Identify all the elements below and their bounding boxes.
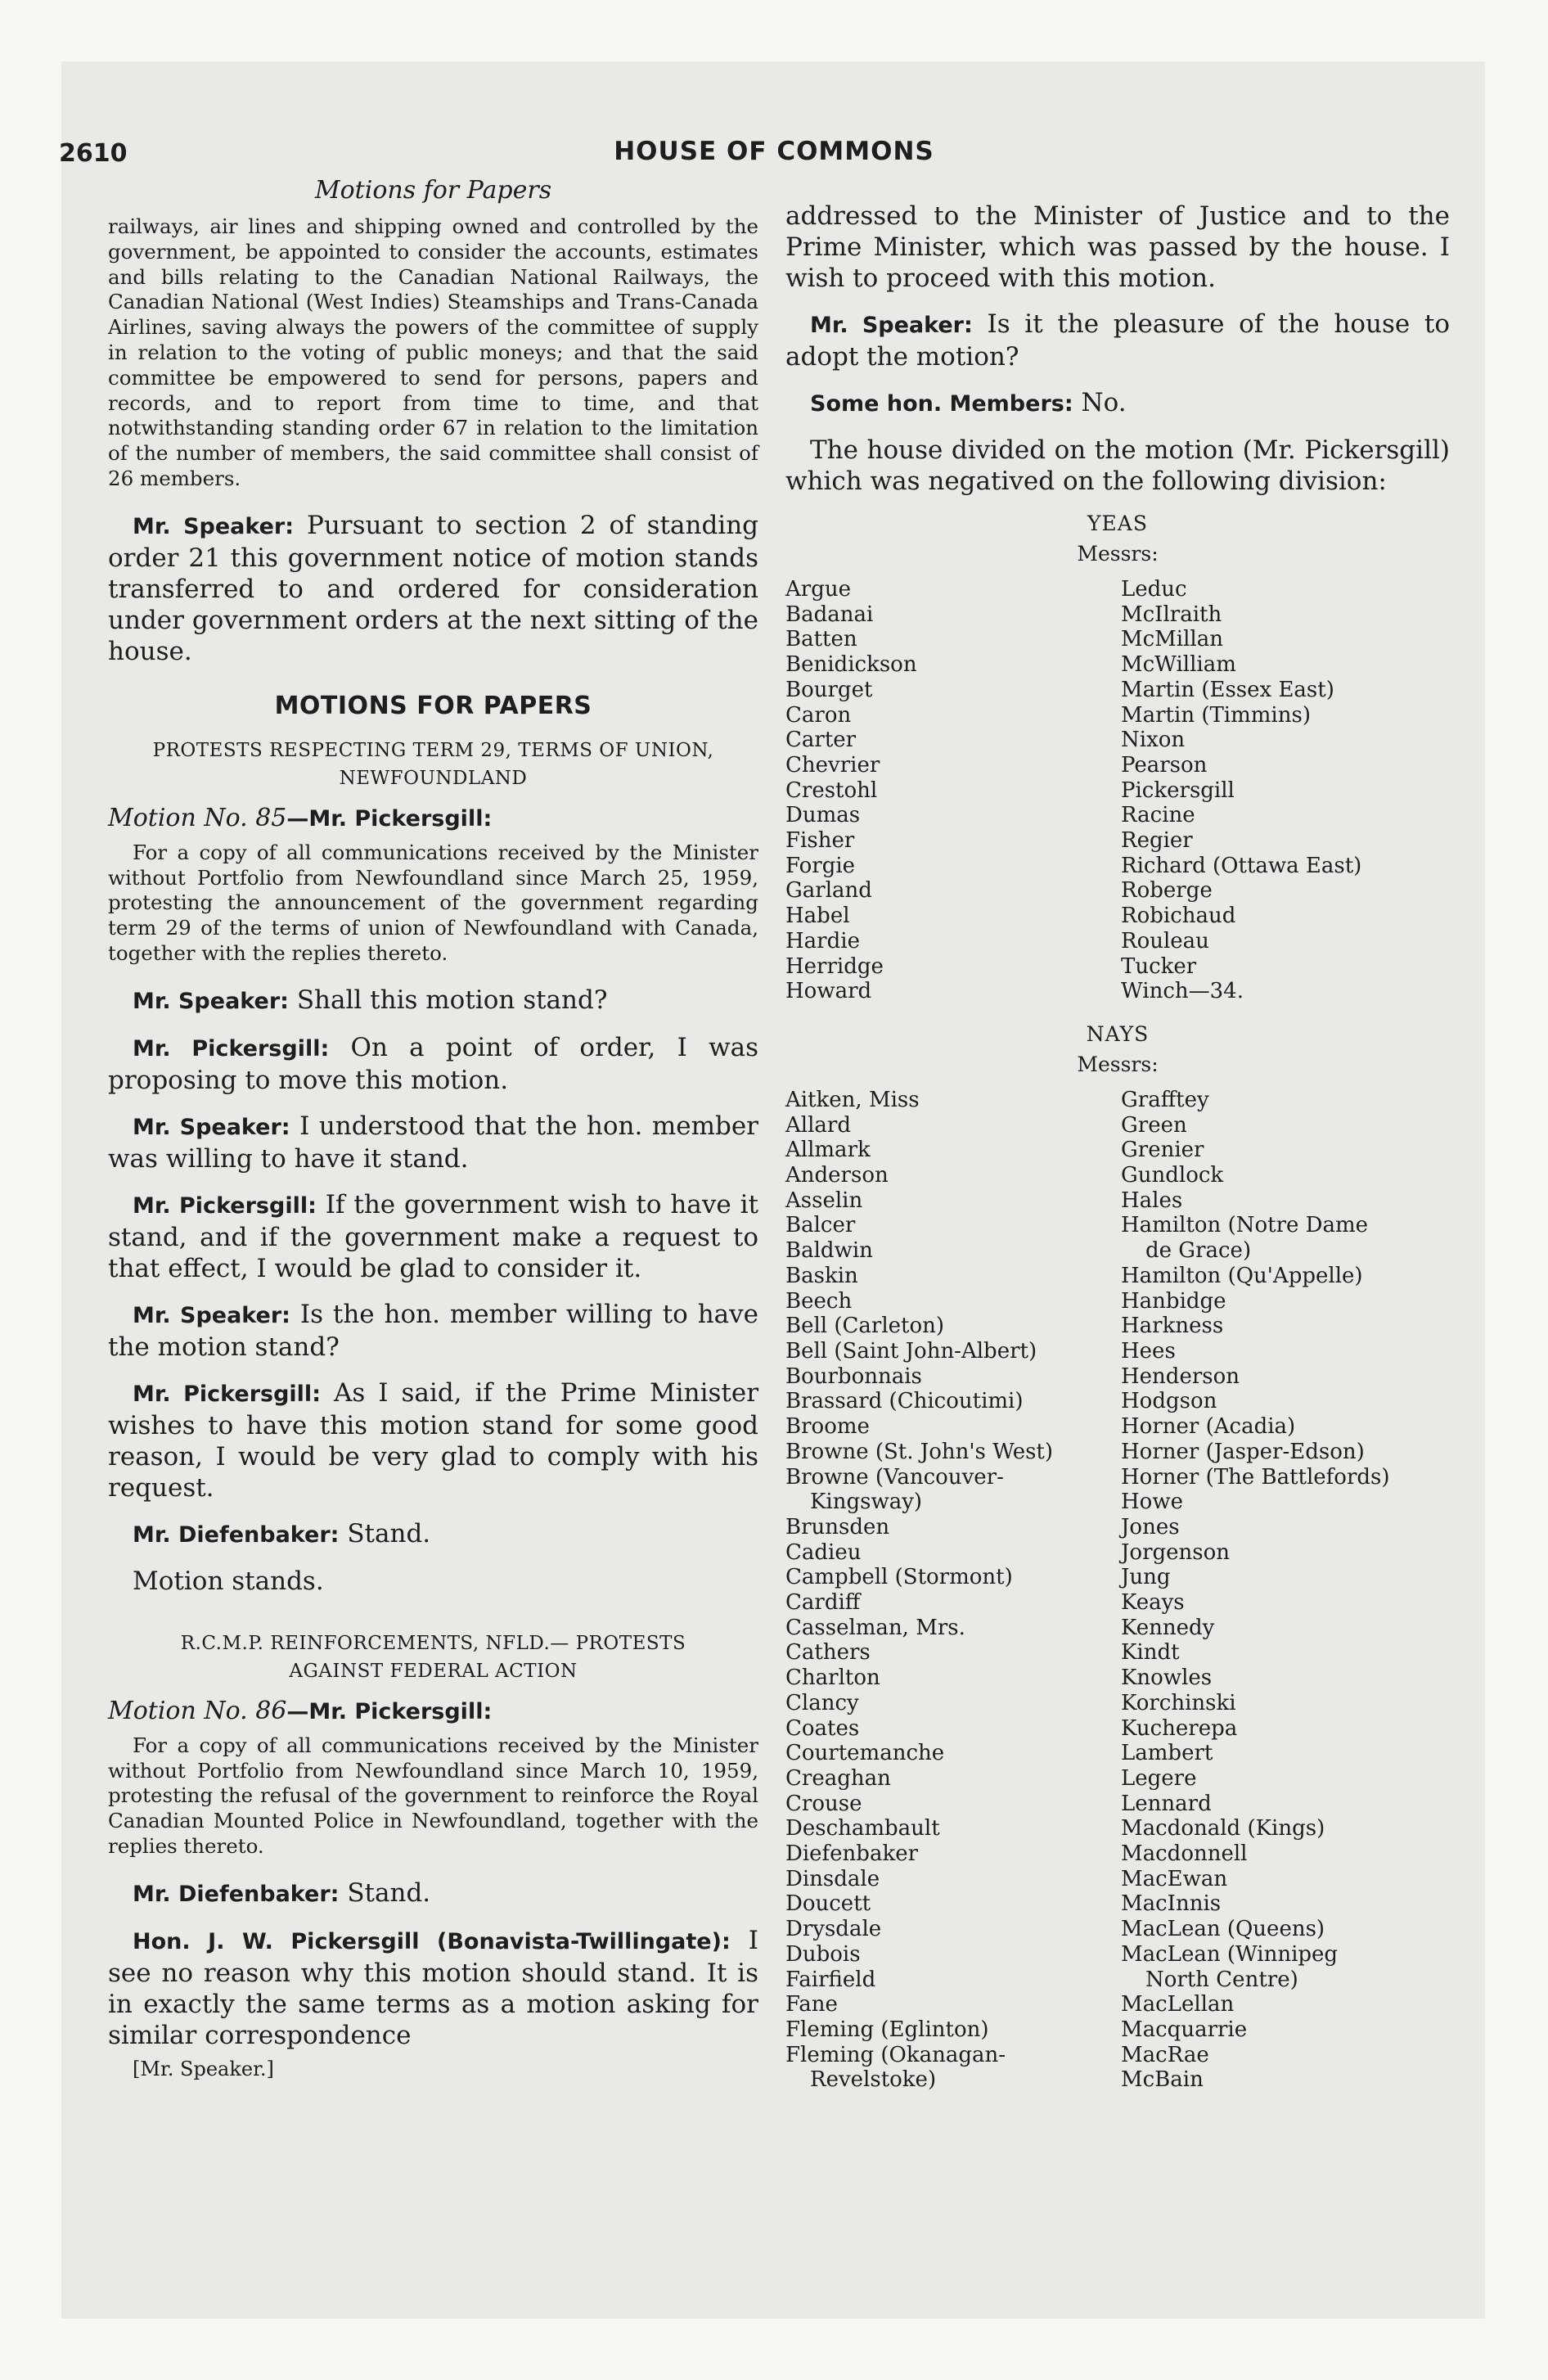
member-name: Martin (Timmins) (1121, 702, 1311, 728)
member-name: Hamilton (Qu'Appelle) (1121, 1263, 1363, 1288)
member-name: Bourbonnais (785, 1364, 922, 1389)
motion86-number: Motion No. 86 (108, 1696, 287, 1725)
member-name: Garland (785, 878, 872, 904)
member-name: Fleming (Okanagan- (785, 2042, 1006, 2067)
member-name: Leduc (1121, 577, 1187, 602)
speaker-name: Mr. Speaker: (810, 313, 973, 338)
member-name: Brunsden (785, 1514, 890, 1539)
motion85-label (108, 804, 758, 832)
member-name: Deschambault (785, 1816, 940, 1841)
member-name: Forgie (785, 853, 856, 878)
member-name: Hales (1121, 1188, 1183, 1213)
exchange-item (108, 1518, 758, 1551)
member-name: Macdonald (Kings) (1121, 1816, 1325, 1841)
right-column (785, 201, 1450, 2093)
motion85-text: For a copy of all communications received by the Minister without Portfolio from Newfoundland since March 25, 1959, protesting the announcement of the government regarding term 29 of the terms of union of Newfoundland with Canada, together with the replies thereto. (108, 840, 758, 965)
section-heading: MOTIONS FOR PAPERS (274, 691, 592, 720)
speaker-name: Mr. Speaker: (133, 513, 295, 539)
member-name: Creaghan (785, 1765, 891, 1791)
diefenbaker-stand (108, 1877, 758, 1910)
continued-motion-text: railways, air lines and shipping owned and controlled by the government, be appointed to consider the accounts, estimates and bills relating to the Canadian National Railways, the Canadian National (West Indies) Steamships and Trans-Canada Airlines, saving always the powers of the committee of supply in relation to the voting of public moneys; and that the said committee be empowered to send for persons, papers and records, and to report from time to time, and that notwithstanding standing order 67 in relation to the limitation of the number of members, the said committee shall consist of 26 members. (108, 214, 758, 490)
pickersgill-name: Hon. J. W. Pickersgill (Bonavista-Twillingate): (133, 1928, 731, 1954)
member-name: Fane (785, 1992, 838, 2017)
exchange-item (108, 1111, 758, 1174)
member-name: Courtemanche (785, 1741, 945, 1766)
member-name: Jones (1121, 1514, 1180, 1539)
member-name: Lambert (1121, 1741, 1213, 1766)
member-name: Cardiff (785, 1590, 861, 1616)
nays-right-column (1121, 1088, 1448, 2093)
member-name: Kingsway) (810, 1490, 923, 1515)
speaker-question (785, 309, 1450, 372)
exchange-text: I understood that the hon. member was willing to have it stand. (108, 1111, 759, 1174)
member-name: Carter (785, 728, 857, 753)
member-name: Horner (Acadia) (1121, 1414, 1296, 1440)
motion-stands: Motion stands. (133, 1566, 324, 1596)
member-name: Hees (1121, 1338, 1176, 1364)
member-name: Dinsdale (785, 1866, 880, 1891)
member-name: McBain (1121, 2067, 1204, 2093)
member-name: Allmark (785, 1138, 871, 1163)
member-name: Browne (Vancouver- (785, 1464, 1004, 1490)
member-name: Beech (785, 1288, 853, 1314)
member-name: Benidickson (785, 652, 917, 678)
yeas-heading: YEAS (1087, 512, 1148, 535)
member-name: Fisher (785, 828, 855, 854)
yeas-left-column (785, 577, 1121, 1004)
member-name: Campbell (Stormont) (785, 1565, 1013, 1590)
member-name: Argue (785, 577, 851, 602)
member-name: Broome (785, 1414, 870, 1440)
member-name: Gundlock (1121, 1163, 1224, 1188)
member-name: Racine (1121, 803, 1195, 828)
member-name: Green (1121, 1112, 1187, 1138)
member-name: Habel (785, 904, 850, 929)
motion86-label (108, 1697, 758, 1725)
member-name: Macquarrie (1121, 2017, 1248, 2042)
running-title: HOUSE OF COMMONS (614, 137, 934, 166)
exchange-item (108, 985, 758, 1017)
exchange-speaker: Mr. Speaker: (133, 1114, 290, 1140)
exchanges-list (108, 985, 758, 1551)
member-name: Macdonnell (1121, 1841, 1248, 1867)
member-name: Baskin (785, 1263, 858, 1288)
member-name: Rouleau (1121, 928, 1209, 953)
member-name: Tucker (1121, 953, 1197, 979)
member-name: Casselman, Mrs. (785, 1615, 965, 1640)
member-name: Keays (1121, 1590, 1185, 1616)
member-name: Balcer (785, 1213, 856, 1238)
member-name: Drysdale (785, 1917, 882, 1942)
member-name: Aitken, Miss (785, 1087, 920, 1112)
member-name: Crouse (785, 1791, 862, 1816)
speaker-text: Is it the pleasure of the house to adopt the motion? (785, 309, 1451, 372)
member-name: Robichaud (1121, 904, 1236, 929)
division-text: The house divided on the motion (Mr. Pickersgill) which was negatived on the following division: (785, 435, 1450, 496)
member-name: MacInnis (1121, 1891, 1222, 1917)
member-name: Clancy (785, 1690, 859, 1715)
member-name: Bell (Carleton) (785, 1314, 945, 1339)
exchange-text: If the government wish to have it stand, and if the government make a request to that effect, I would be glad to consider it. (108, 1189, 758, 1283)
member-name: Herridge (785, 953, 884, 979)
member-name: Coates (785, 1715, 860, 1741)
motion85-number: Motion No. 85 (108, 803, 287, 832)
exchange-text: As I said, if the Prime Minister wishes to have this motion stand for some good reason, I would be very glad to comply with his request. (108, 1377, 759, 1503)
member-name: Badanai (785, 602, 874, 627)
members-name: Some hon. Members: (810, 391, 1073, 417)
member-name: Dumas (785, 803, 861, 828)
member-name: Kennedy (1121, 1615, 1215, 1640)
member-name: MacLean (Queens) (1121, 1917, 1325, 1942)
member-name: Hanbidge (1121, 1288, 1226, 1314)
member-name: Martin (Essex East) (1121, 677, 1334, 702)
exchange-text: Stand. (347, 1518, 431, 1548)
member-name: Hodgson (1121, 1389, 1217, 1414)
yeas-list (785, 577, 1450, 1004)
member-name: Lennard (1121, 1791, 1212, 1816)
member-name: Howe (1121, 1490, 1183, 1515)
pickersgill-text: I see no reason why this motion should stand. It is in exactly the same terms as a motion asking for similar correspondence (108, 1925, 758, 2050)
member-name: McMillan (1121, 627, 1223, 652)
member-name: Horner (The Battlefords) (1121, 1464, 1390, 1490)
member-name: Batten (785, 627, 857, 652)
member-name: McIlraith (1121, 602, 1222, 627)
yeas-messrs: Messrs: (1077, 542, 1159, 566)
yeas-right-column (1121, 577, 1448, 1004)
member-name: Henderson (1121, 1364, 1240, 1389)
member-name: Kindt (1121, 1640, 1180, 1666)
member-name: Allard (785, 1112, 851, 1138)
member-name: Regier (1121, 828, 1193, 854)
member-name: Grafftey (1121, 1087, 1209, 1112)
nays-list (785, 1088, 1450, 2093)
member-name: MacRae (1121, 2042, 1209, 2067)
member-name: Knowles (1121, 1666, 1213, 1691)
pickersgill-statement (108, 1925, 758, 2051)
member-name: de Grace) (1145, 1238, 1252, 1264)
member-name: Jorgenson (1121, 1539, 1231, 1565)
continuation-text: addressed to the Minister of Justice and to the Prime Minister, which was passed by the house. I wish to proceed with this motion. (785, 201, 1450, 293)
member-name: Diefenbaker (785, 1841, 919, 1867)
motion85-subject: PROTESTS RESPECTING TERM 29, TERMS OF UNION, NEWFOUNDLAND (152, 739, 714, 789)
exchange-speaker: Mr. Pickersgill: (133, 1381, 321, 1407)
member-name: Crestohl (785, 778, 878, 803)
member-name: Roberge (1121, 878, 1213, 904)
member-name: Cadieu (785, 1539, 862, 1565)
exchange-text: On a point of order, I was proposing to move this motion. (108, 1032, 759, 1095)
member-name: Baldwin (785, 1238, 873, 1264)
member-name: Kucherepa (1121, 1715, 1238, 1741)
member-name: Jung (1121, 1565, 1171, 1590)
member-name: Pearson (1121, 752, 1208, 778)
members-text: No. (1081, 388, 1127, 417)
left-column (108, 176, 758, 2080)
exchange-item (108, 1377, 758, 1503)
exchange-speaker: Mr. Speaker: (133, 1302, 290, 1328)
member-name: Richard (Ottawa East) (1121, 853, 1362, 878)
member-name: Bourget (785, 677, 873, 702)
exchange-text: Is the hon. member willing to have the motion stand? (108, 1299, 758, 1362)
member-name: Fairfield (785, 1967, 876, 1992)
speaker-statement (108, 510, 758, 667)
motion86-text: For a copy of all communications received by the Minister without Portfolio from Newfoundland since March 10, 1959, protesting the refusal of the government to reinforce the Royal Canadian Mounted Police in Newfoundland, together with the replies thereto. (108, 1733, 758, 1858)
nays-heading: NAYS (1086, 1021, 1150, 1046)
motion85-mover: —Mr. Pickersgill: (286, 805, 493, 832)
member-name: Bell (Saint John-Albert) (785, 1338, 1037, 1364)
member-name: Charlton (785, 1666, 880, 1691)
exchange-text: Shall this motion stand? (296, 985, 608, 1015)
member-name: MacLellan (1121, 1992, 1235, 2017)
section-subtitle: Motions for Papers (314, 176, 552, 205)
member-name: Revelstoke) (810, 2067, 937, 2093)
exchange-speaker: Mr. Speaker: (133, 988, 289, 1014)
member-name: Browne (St. John's West) (785, 1439, 1054, 1464)
member-name: Hamilton (Notre Dame (1121, 1213, 1369, 1238)
member-name: Howard (785, 979, 872, 1004)
member-name: Grenier (1121, 1138, 1204, 1163)
member-name: North Centre) (1145, 1967, 1298, 1992)
exchange-item (108, 1189, 758, 1284)
diefenbaker-name: Mr. Diefenbaker: (133, 1881, 340, 1907)
member-name: Asselin (785, 1188, 863, 1213)
member-name: Nixon (1121, 728, 1186, 753)
member-name: Pickersgill (1121, 778, 1235, 803)
members-reply (785, 387, 1450, 420)
nays-left-column (785, 1088, 1121, 2093)
diefenbaker-text: Stand. (347, 1877, 431, 1908)
member-name: Korchinski (1121, 1690, 1236, 1715)
exchange-item (108, 1032, 758, 1096)
nays-messrs: Messrs: (1077, 1052, 1159, 1076)
motion86-mover: —Mr. Pickersgill: (286, 1698, 493, 1724)
member-name: Brassard (Chicoutimi) (785, 1389, 1024, 1414)
exchange-speaker: Mr. Pickersgill: (133, 1192, 317, 1219)
member-name: Winch—34. (1121, 979, 1244, 1004)
speaker-text: Pursuant to section 2 of standing order 21 this government notice of motion stands transferred to and ordered for consideration under government orders at the next sitting of the house. (108, 510, 759, 666)
member-name: Horner (Jasper-Edson) (1121, 1439, 1365, 1464)
member-name: Harkness (1121, 1314, 1224, 1339)
member-name: MacLean (Winnipeg (1121, 1941, 1339, 1967)
member-name: Doucett (785, 1891, 871, 1917)
member-name: Fleming (Eglinton) (785, 2017, 989, 2042)
motion86-subject: R.C.M.P. REINFORCEMENTS, NFLD.— PROTESTS AGAINST FEDERAL ACTION (180, 1632, 686, 1682)
member-name: MacEwan (1121, 1866, 1228, 1891)
member-name: Anderson (785, 1163, 889, 1188)
exchange-speaker: Mr. Diefenbaker: (133, 1521, 340, 1548)
member-name: Caron (785, 702, 852, 728)
exchange-item (108, 1299, 758, 1363)
footer-note: [Mr. Speaker.] (133, 2057, 274, 2080)
member-name: Legere (1121, 1765, 1197, 1791)
member-name: Hardie (785, 928, 860, 953)
member-name: Chevrier (785, 752, 880, 778)
member-name: McWilliam (1121, 652, 1236, 678)
member-name: Cathers (785, 1640, 871, 1666)
page-number: 2610 (59, 139, 128, 168)
member-name: Dubois (785, 1941, 861, 1967)
exchange-speaker: Mr. Pickersgill: (133, 1035, 330, 1062)
